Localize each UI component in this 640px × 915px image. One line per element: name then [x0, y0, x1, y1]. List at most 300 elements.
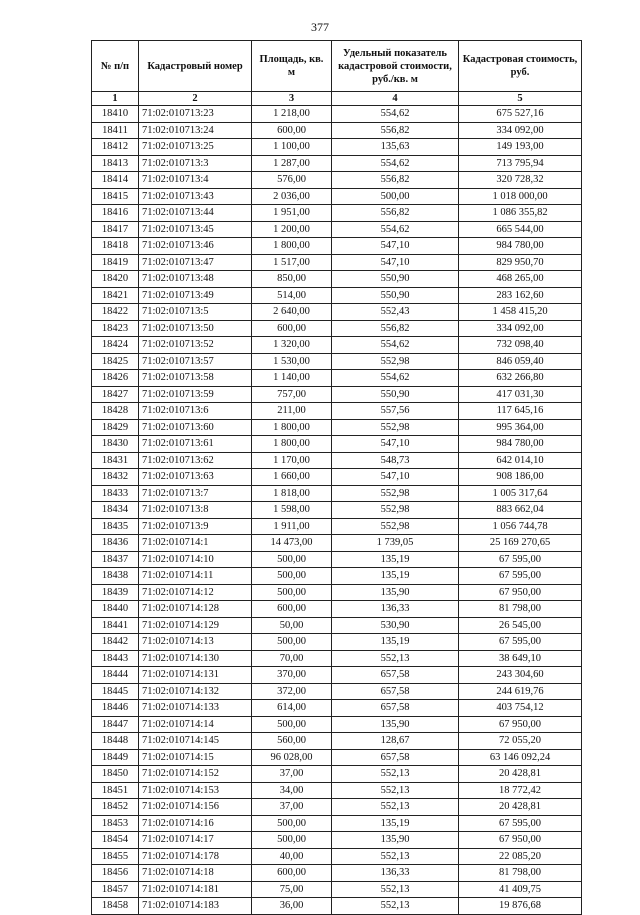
cadastral-value-cell: 908 186,00 — [459, 469, 582, 486]
row-number-cell: 18423 — [92, 320, 139, 337]
table-row — [92, 205, 582, 222]
cadastral-value-cell: 1 056 744,78 — [459, 518, 582, 535]
specific-value-cell: 135,90 — [332, 716, 459, 733]
area-cell: 2 640,00 — [252, 304, 332, 321]
row-number-cell: 18444 — [92, 667, 139, 684]
cadastral-number-cell: 71:02:010713:23 — [139, 106, 252, 123]
cadastral-number-cell: 71:02:010713:60 — [139, 419, 252, 436]
row-number-cell: 18424 — [92, 337, 139, 354]
cadastral-value-cell: 67 595,00 — [459, 551, 582, 568]
area-cell: 560,00 — [252, 733, 332, 750]
row-number-cell: 18427 — [92, 386, 139, 403]
cadastral-value-cell: 81 798,00 — [459, 865, 582, 882]
row-number-cell: 18419 — [92, 254, 139, 271]
cadastral-value-cell: 984 780,00 — [459, 238, 582, 255]
cadastral-number-cell: 71:02:010713:5 — [139, 304, 252, 321]
cadastral-number-cell: 71:02:010714:18 — [139, 865, 252, 882]
column-number: 4 — [332, 92, 459, 106]
row-number-cell: 18418 — [92, 238, 139, 255]
table-row — [92, 568, 582, 585]
header-specific-value: Удельный показатель кадастровой стоимости, руб./кв. м — [332, 41, 459, 92]
row-number-cell: 18432 — [92, 469, 139, 486]
area-cell: 500,00 — [252, 815, 332, 832]
cadastral-number-cell: 71:02:010713:43 — [139, 188, 252, 205]
row-number-cell: 18417 — [92, 221, 139, 238]
area-cell: 2 036,00 — [252, 188, 332, 205]
row-number-cell: 18440 — [92, 601, 139, 618]
cadastral-number-cell: 71:02:010713:4 — [139, 172, 252, 189]
row-number-cell: 18421 — [92, 287, 139, 304]
area-cell: 96 028,00 — [252, 749, 332, 766]
cadastral-value-cell: 320 728,32 — [459, 172, 582, 189]
area-cell: 1 170,00 — [252, 452, 332, 469]
cadastral-value-cell: 1 458 415,20 — [459, 304, 582, 321]
cadastral-value-cell: 67 595,00 — [459, 634, 582, 651]
specific-value-cell: 136,33 — [332, 601, 459, 618]
specific-value-cell: 547,10 — [332, 254, 459, 271]
row-number-cell: 18413 — [92, 155, 139, 172]
cadastral-value-cell: 883 662,04 — [459, 502, 582, 519]
specific-value-cell: 554,62 — [332, 370, 459, 387]
row-number-cell: 18441 — [92, 617, 139, 634]
table-row — [92, 848, 582, 865]
header-cadastral-value: Кадастровая стоимость, руб. — [459, 41, 582, 92]
area-cell: 500,00 — [252, 634, 332, 651]
column-number: 3 — [252, 92, 332, 106]
table-row — [92, 403, 582, 420]
area-cell: 1 530,00 — [252, 353, 332, 370]
cadastral-number-cell: 71:02:010714:153 — [139, 782, 252, 799]
cadastral-value-cell: 117 645,16 — [459, 403, 582, 420]
cadastral-value-cell: 20 428,81 — [459, 766, 582, 783]
cadastral-number-cell: 71:02:010713:6 — [139, 403, 252, 420]
specific-value-cell: 556,82 — [332, 205, 459, 222]
specific-value-cell: 552,98 — [332, 419, 459, 436]
cadastral-number-cell: 71:02:010714:10 — [139, 551, 252, 568]
table-row — [92, 782, 582, 799]
table-row — [92, 238, 582, 255]
row-number-cell: 18435 — [92, 518, 139, 535]
cadastral-value-cell: 63 146 092,24 — [459, 749, 582, 766]
cadastral-value-cell: 67 595,00 — [459, 815, 582, 832]
row-number-cell: 18433 — [92, 485, 139, 502]
cadastral-value-cell: 38 649,10 — [459, 650, 582, 667]
specific-value-cell: 548,73 — [332, 452, 459, 469]
table-row — [92, 716, 582, 733]
table-row — [92, 386, 582, 403]
cadastral-value-cell: 632 266,80 — [459, 370, 582, 387]
cadastral-number-cell: 71:02:010714:152 — [139, 766, 252, 783]
table-row — [92, 700, 582, 717]
specific-value-cell: 552,43 — [332, 304, 459, 321]
cadastral-number-cell: 71:02:010713:24 — [139, 122, 252, 139]
row-number-cell: 18411 — [92, 122, 139, 139]
row-number-cell: 18449 — [92, 749, 139, 766]
specific-value-cell: 657,58 — [332, 667, 459, 684]
cadastral-value-cell: 732 098,40 — [459, 337, 582, 354]
cadastral-number-cell: 71:02:010714:181 — [139, 881, 252, 898]
area-cell: 370,00 — [252, 667, 332, 684]
cadastral-value-cell: 22 085,20 — [459, 848, 582, 865]
column-number: 5 — [459, 92, 582, 106]
cadastral-number-cell: 71:02:010714:15 — [139, 749, 252, 766]
area-cell: 600,00 — [252, 865, 332, 882]
area-cell: 1 517,00 — [252, 254, 332, 271]
specific-value-cell: 136,33 — [332, 865, 459, 882]
cadastral-number-cell: 71:02:010714:133 — [139, 700, 252, 717]
header-cadastral-number: Кадастровый номер — [139, 41, 252, 92]
specific-value-cell: 550,90 — [332, 386, 459, 403]
cadastral-value-cell: 18 772,42 — [459, 782, 582, 799]
cadastral-number-cell: 71:02:010713:61 — [139, 436, 252, 453]
area-cell: 36,00 — [252, 898, 332, 915]
area-cell: 600,00 — [252, 320, 332, 337]
cadastral-number-cell: 71:02:010714:129 — [139, 617, 252, 634]
table-row — [92, 436, 582, 453]
cadastral-number-cell: 71:02:010714:12 — [139, 584, 252, 601]
specific-value-cell: 552,13 — [332, 782, 459, 799]
row-number-cell: 18410 — [92, 106, 139, 123]
specific-value-cell: 530,90 — [332, 617, 459, 634]
area-cell: 1 100,00 — [252, 139, 332, 156]
area-cell: 1 320,00 — [252, 337, 332, 354]
row-number-cell: 18450 — [92, 766, 139, 783]
specific-value-cell: 554,62 — [332, 155, 459, 172]
cadastral-value-cell: 1 086 355,82 — [459, 205, 582, 222]
cadastral-number-cell: 71:02:010714:132 — [139, 683, 252, 700]
row-number-cell: 18429 — [92, 419, 139, 436]
table-row — [92, 733, 582, 750]
cadastral-number-cell: 71:02:010713:44 — [139, 205, 252, 222]
cadastral-value-cell: 995 364,00 — [459, 419, 582, 436]
table-row — [92, 139, 582, 156]
table-row — [92, 254, 582, 271]
area-cell: 70,00 — [252, 650, 332, 667]
row-number-cell: 18455 — [92, 848, 139, 865]
cadastral-number-cell: 71:02:010713:63 — [139, 469, 252, 486]
table-row — [92, 832, 582, 849]
specific-value-cell: 552,98 — [332, 502, 459, 519]
cadastral-value-cell: 283 162,60 — [459, 287, 582, 304]
row-number-cell: 18420 — [92, 271, 139, 288]
specific-value-cell: 552,13 — [332, 848, 459, 865]
specific-value-cell: 547,10 — [332, 469, 459, 486]
area-cell: 1 140,00 — [252, 370, 332, 387]
table-row — [92, 485, 582, 502]
cadastral-number-cell: 71:02:010714:11 — [139, 568, 252, 585]
cadastral-number-cell: 71:02:010714:16 — [139, 815, 252, 832]
cadastral-value-cell: 1 018 000,00 — [459, 188, 582, 205]
specific-value-cell: 547,10 — [332, 238, 459, 255]
table-row — [92, 221, 582, 238]
area-cell: 500,00 — [252, 716, 332, 733]
area-cell: 1 951,00 — [252, 205, 332, 222]
area-cell: 600,00 — [252, 601, 332, 618]
table-row — [92, 469, 582, 486]
cadastral-number-cell: 71:02:010714:17 — [139, 832, 252, 849]
area-cell: 500,00 — [252, 832, 332, 849]
cadastral-number-cell: 71:02:010714:183 — [139, 898, 252, 915]
row-number-cell: 18453 — [92, 815, 139, 832]
area-cell: 75,00 — [252, 881, 332, 898]
row-number-cell: 18434 — [92, 502, 139, 519]
specific-value-cell: 552,13 — [332, 650, 459, 667]
area-cell: 1 818,00 — [252, 485, 332, 502]
row-number-cell: 18452 — [92, 799, 139, 816]
row-number-cell: 18438 — [92, 568, 139, 585]
cadastral-value-cell: 26 545,00 — [459, 617, 582, 634]
specific-value-cell: 135,63 — [332, 139, 459, 156]
area-cell: 1 660,00 — [252, 469, 332, 486]
table-row — [92, 287, 582, 304]
cadastral-value-cell: 41 409,75 — [459, 881, 582, 898]
table-row — [92, 601, 582, 618]
cadastral-value-cell: 20 428,81 — [459, 799, 582, 816]
cadastral-number-cell: 71:02:010713:57 — [139, 353, 252, 370]
table-row — [92, 353, 582, 370]
cadastral-value-cell: 25 169 270,65 — [459, 535, 582, 552]
area-cell: 40,00 — [252, 848, 332, 865]
cadastral-number-cell: 71:02:010713:48 — [139, 271, 252, 288]
cadastral-value-cell: 19 876,68 — [459, 898, 582, 915]
cadastral-number-cell: 71:02:010714:131 — [139, 667, 252, 684]
area-cell: 1 800,00 — [252, 238, 332, 255]
table-row — [92, 419, 582, 436]
specific-value-cell: 550,90 — [332, 287, 459, 304]
cadastral-number-cell: 71:02:010714:156 — [139, 799, 252, 816]
table-row — [92, 683, 582, 700]
table-row — [92, 535, 582, 552]
area-cell: 1 200,00 — [252, 221, 332, 238]
cadastral-number-cell: 71:02:010713:47 — [139, 254, 252, 271]
cadastral-value-cell: 642 014,10 — [459, 452, 582, 469]
table-header-row — [92, 41, 582, 92]
row-number-cell: 18431 — [92, 452, 139, 469]
table-row — [92, 650, 582, 667]
area-cell: 372,00 — [252, 683, 332, 700]
specific-value-cell: 552,13 — [332, 898, 459, 915]
column-number: 2 — [139, 92, 252, 106]
row-number-cell: 18422 — [92, 304, 139, 321]
row-number-cell: 18412 — [92, 139, 139, 156]
cadastral-number-cell: 71:02:010713:7 — [139, 485, 252, 502]
header-row-number: № п/п — [92, 41, 139, 92]
specific-value-cell: 552,98 — [332, 485, 459, 502]
cadastral-value-cell: 829 950,70 — [459, 254, 582, 271]
specific-value-cell: 500,00 — [332, 188, 459, 205]
row-number-cell: 18428 — [92, 403, 139, 420]
area-cell: 37,00 — [252, 799, 332, 816]
specific-value-cell: 135,90 — [332, 584, 459, 601]
table-body — [92, 106, 582, 915]
cadastral-value-cell: 67 950,00 — [459, 832, 582, 849]
cadastral-value-cell: 67 950,00 — [459, 584, 582, 601]
row-number-cell: 18446 — [92, 700, 139, 717]
area-cell: 34,00 — [252, 782, 332, 799]
cadastral-value-cell: 243 304,60 — [459, 667, 582, 684]
area-cell: 1 218,00 — [252, 106, 332, 123]
table-row — [92, 155, 582, 172]
cadastral-value-cell: 403 754,12 — [459, 700, 582, 717]
table-row — [92, 667, 582, 684]
cadastral-number-cell: 71:02:010713:25 — [139, 139, 252, 156]
area-cell: 1 598,00 — [252, 502, 332, 519]
cadastral-value-table — [91, 40, 582, 915]
table-row — [92, 370, 582, 387]
table-row — [92, 815, 582, 832]
cadastral-value-cell: 468 265,00 — [459, 271, 582, 288]
row-number-cell: 18416 — [92, 205, 139, 222]
area-cell: 576,00 — [252, 172, 332, 189]
specific-value-cell: 135,19 — [332, 568, 459, 585]
cadastral-value-cell: 713 795,94 — [459, 155, 582, 172]
specific-value-cell: 135,19 — [332, 634, 459, 651]
row-number-cell: 18457 — [92, 881, 139, 898]
table-row — [92, 584, 582, 601]
area-cell: 14 473,00 — [252, 535, 332, 552]
table-row — [92, 749, 582, 766]
cadastral-value-cell: 1 005 317,64 — [459, 485, 582, 502]
cadastral-value-cell: 984 780,00 — [459, 436, 582, 453]
row-number-cell: 18437 — [92, 551, 139, 568]
row-number-cell: 18414 — [92, 172, 139, 189]
area-cell: 614,00 — [252, 700, 332, 717]
area-cell: 1 911,00 — [252, 518, 332, 535]
cadastral-number-cell: 71:02:010714:178 — [139, 848, 252, 865]
table-row — [92, 617, 582, 634]
specific-value-cell: 552,98 — [332, 353, 459, 370]
table-row — [92, 452, 582, 469]
area-cell: 500,00 — [252, 568, 332, 585]
specific-value-cell: 135,19 — [332, 815, 459, 832]
area-cell: 211,00 — [252, 403, 332, 420]
cadastral-number-cell: 71:02:010713:9 — [139, 518, 252, 535]
column-number: 1 — [92, 92, 139, 106]
area-cell: 600,00 — [252, 122, 332, 139]
specific-value-cell: 550,90 — [332, 271, 459, 288]
specific-value-cell: 554,62 — [332, 221, 459, 238]
specific-value-cell: 556,82 — [332, 172, 459, 189]
specific-value-cell: 552,13 — [332, 766, 459, 783]
cadastral-number-cell: 71:02:010713:3 — [139, 155, 252, 172]
cadastral-number-cell: 71:02:010713:49 — [139, 287, 252, 304]
row-number-cell: 18439 — [92, 584, 139, 601]
table-row — [92, 304, 582, 321]
area-cell: 37,00 — [252, 766, 332, 783]
area-cell: 500,00 — [252, 551, 332, 568]
row-number-cell: 18448 — [92, 733, 139, 750]
cadastral-value-cell: 334 092,00 — [459, 320, 582, 337]
row-number-cell: 18451 — [92, 782, 139, 799]
cadastral-value-cell: 67 595,00 — [459, 568, 582, 585]
specific-value-cell: 552,98 — [332, 518, 459, 535]
cadastral-value-cell: 334 092,00 — [459, 122, 582, 139]
area-cell: 500,00 — [252, 584, 332, 601]
row-number-cell: 18426 — [92, 370, 139, 387]
row-number-cell: 18456 — [92, 865, 139, 882]
cadastral-number-cell: 71:02:010714:145 — [139, 733, 252, 750]
table-row — [92, 122, 582, 139]
area-cell: 1 800,00 — [252, 436, 332, 453]
specific-value-cell: 552,13 — [332, 881, 459, 898]
table-row — [92, 106, 582, 123]
row-number-cell: 18447 — [92, 716, 139, 733]
cadastral-number-cell: 71:02:010714:13 — [139, 634, 252, 651]
table-row — [92, 172, 582, 189]
table-row — [92, 320, 582, 337]
specific-value-cell: 135,90 — [332, 832, 459, 849]
table-row — [92, 188, 582, 205]
cadastral-number-cell: 71:02:010713:45 — [139, 221, 252, 238]
specific-value-cell: 554,62 — [332, 337, 459, 354]
cadastral-number-cell: 71:02:010713:8 — [139, 502, 252, 519]
cadastral-number-cell: 71:02:010713:52 — [139, 337, 252, 354]
page-number: 377 — [311, 20, 329, 34]
cadastral-number-cell: 71:02:010713:62 — [139, 452, 252, 469]
table-row — [92, 881, 582, 898]
specific-value-cell: 556,82 — [332, 320, 459, 337]
cadastral-number-cell: 71:02:010714:1 — [139, 535, 252, 552]
cadastral-value-cell: 67 950,00 — [459, 716, 582, 733]
specific-value-cell: 657,58 — [332, 683, 459, 700]
area-cell: 1 800,00 — [252, 419, 332, 436]
specific-value-cell: 557,56 — [332, 403, 459, 420]
cadastral-number-cell: 71:02:010714:130 — [139, 650, 252, 667]
row-number-cell: 18415 — [92, 188, 139, 205]
cadastral-value-cell: 244 619,76 — [459, 683, 582, 700]
specific-value-cell: 556,82 — [332, 122, 459, 139]
table-row — [92, 799, 582, 816]
area-cell: 50,00 — [252, 617, 332, 634]
column-number-row — [92, 92, 582, 106]
cadastral-number-cell: 71:02:010713:46 — [139, 238, 252, 255]
table-row — [92, 518, 582, 535]
table-row — [92, 898, 582, 915]
table-row — [92, 766, 582, 783]
cadastral-value-cell: 417 031,30 — [459, 386, 582, 403]
table-row — [92, 551, 582, 568]
specific-value-cell: 552,13 — [332, 799, 459, 816]
header-area: Площадь, кв. м — [252, 41, 332, 92]
cadastral-number-cell: 71:02:010714:14 — [139, 716, 252, 733]
row-number-cell: 18454 — [92, 832, 139, 849]
specific-value-cell: 657,58 — [332, 700, 459, 717]
specific-value-cell: 547,10 — [332, 436, 459, 453]
cadastral-number-cell: 71:02:010713:59 — [139, 386, 252, 403]
table-row — [92, 271, 582, 288]
cadastral-value-cell: 675 527,16 — [459, 106, 582, 123]
specific-value-cell: 128,67 — [332, 733, 459, 750]
cadastral-number-cell: 71:02:010714:128 — [139, 601, 252, 618]
cadastral-value-cell: 665 544,00 — [459, 221, 582, 238]
cadastral-number-cell: 71:02:010713:50 — [139, 320, 252, 337]
table-row — [92, 634, 582, 651]
area-cell: 514,00 — [252, 287, 332, 304]
table-row — [92, 337, 582, 354]
cadastral-value-cell: 72 055,20 — [459, 733, 582, 750]
area-cell: 1 287,00 — [252, 155, 332, 172]
table-row — [92, 865, 582, 882]
area-cell: 757,00 — [252, 386, 332, 403]
specific-value-cell: 657,58 — [332, 749, 459, 766]
row-number-cell: 18458 — [92, 898, 139, 915]
row-number-cell: 18425 — [92, 353, 139, 370]
cadastral-number-cell: 71:02:010713:58 — [139, 370, 252, 387]
row-number-cell: 18442 — [92, 634, 139, 651]
specific-value-cell: 554,62 — [332, 106, 459, 123]
cadastral-value-cell: 846 059,40 — [459, 353, 582, 370]
row-number-cell: 18445 — [92, 683, 139, 700]
